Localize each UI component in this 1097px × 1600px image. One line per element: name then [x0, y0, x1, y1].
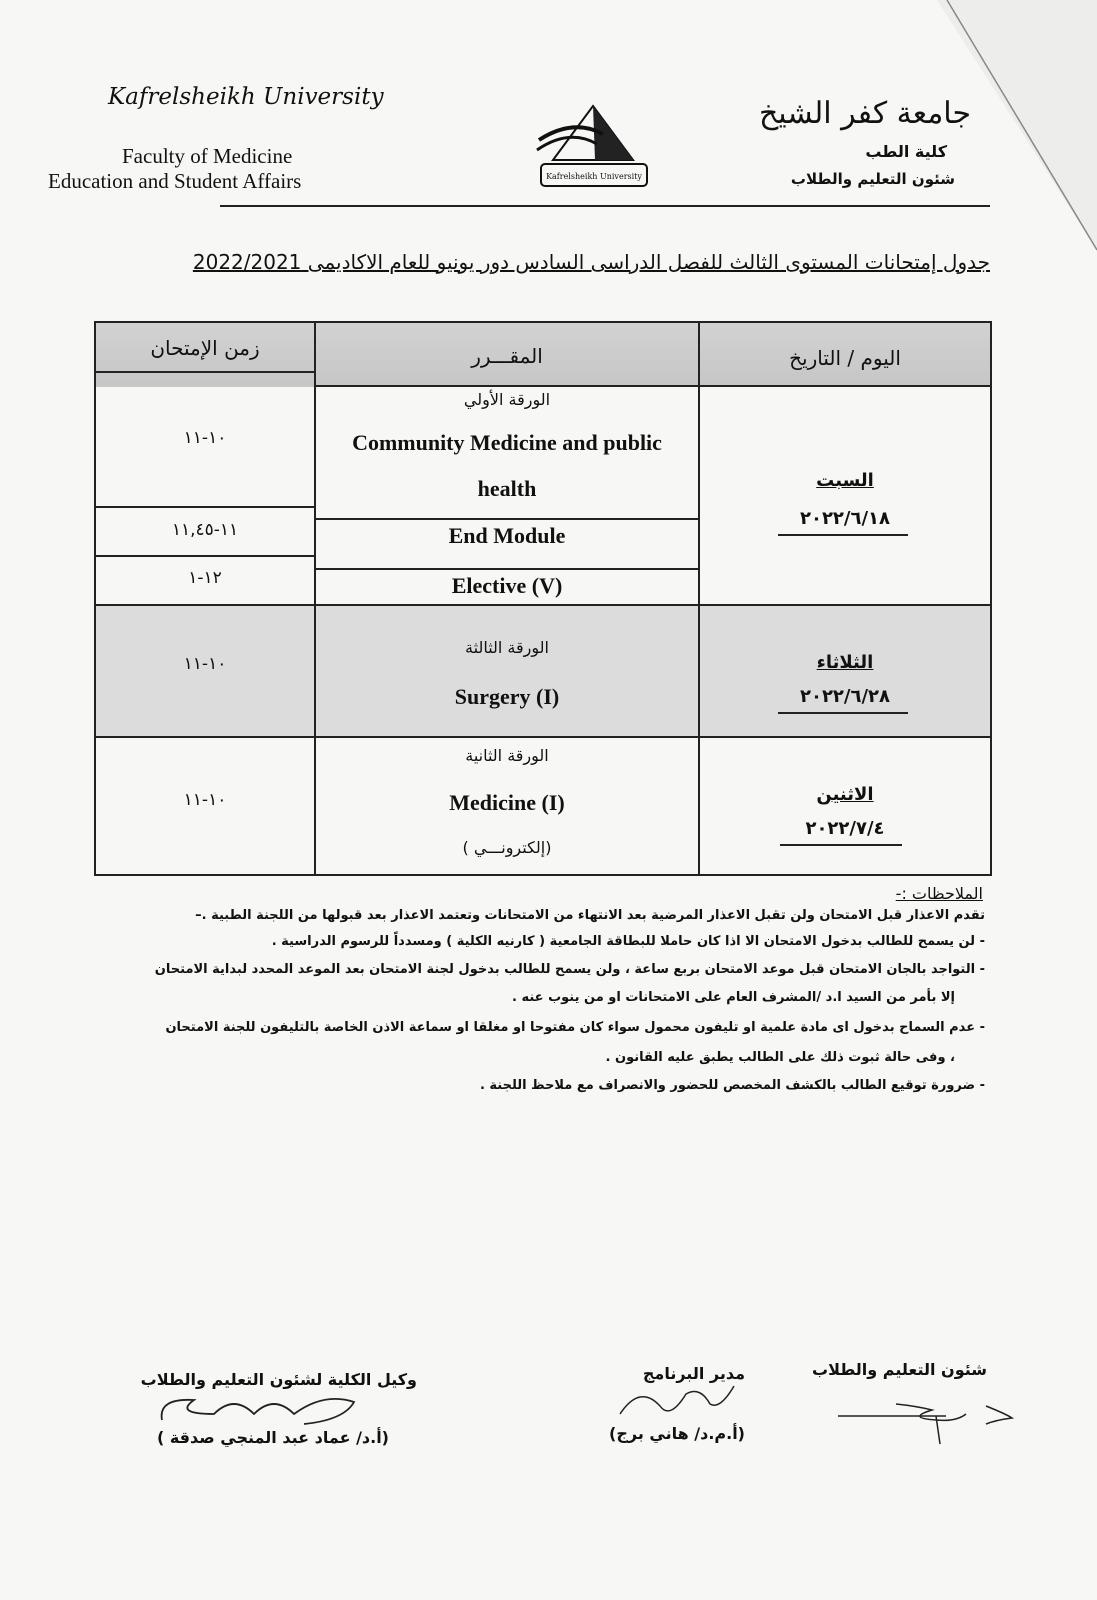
signature-program-director-name: (أ.م.د/ هاني برج): [609, 1424, 745, 1443]
row1-sub1-time: ١١-١١,٤٥: [171, 520, 239, 540]
row3-course: Medicine (I): [449, 790, 565, 815]
university-name-en: Kafrelsheikh University: [108, 84, 384, 110]
header-divider: [220, 205, 990, 207]
header-time: زمن الإمتحان: [150, 336, 260, 360]
row3-date: ٢٠٢٢/٧/٤: [805, 818, 885, 839]
row1-course-line2: health: [477, 476, 537, 501]
signature-vice-dean-scribble: [154, 1384, 374, 1432]
note-line-4: إلا بأمر من السيد ا.د /المشرف العام على الامتحانات او من ينوب عنه .: [512, 990, 955, 1005]
row2-date: ٢٠٢٢/٦/٢٨: [799, 686, 891, 707]
note-line-6: ، وفى حالة ثبوت ذلك على الطالب يطبق عليه القانون .: [605, 1050, 955, 1065]
row3-day: الاثنين: [816, 784, 874, 805]
note-line-1: تقدم الاعذار قبل الامتحان ولن تقبل الاعذار المرضية بعد الانتهاء من الامتحانات وتعتمد الاعذار بعد قبولها من اللجنة الطبية .–: [195, 908, 985, 923]
signature-vice-dean-title: وكيل الكلية لشئون التعليم والطلاب: [140, 1370, 417, 1389]
row2-course: Surgery (I): [454, 684, 560, 709]
faculty-name-en: Faculty of Medicine: [122, 144, 293, 168]
signature-program-director-scribble: [610, 1380, 740, 1424]
note-line-2: - لن يسمح للطالب بدخول الامتحان الا اذا كان حاملا للبطاقة الجامعية ( كارنيه الكلية ) ومسدداً للرسوم الدراسية .: [271, 934, 985, 949]
row1-date: ٢٠٢٢/٦/١٨: [799, 508, 891, 529]
row2-paper: الورقة الثالثة: [465, 638, 549, 657]
signature-program-director-title: مدير البرنامج: [642, 1364, 745, 1383]
university-logo: [533, 100, 653, 192]
university-name-ar: جامعة كفر الشيخ: [758, 96, 971, 131]
row2-date-underline: [778, 712, 908, 714]
affairs-name-ar: شئون التعليم والطلاب: [790, 170, 955, 188]
row1-sub2-time: ١٢-١: [188, 568, 222, 588]
note-line-5: - عدم السماح بدخول اى مادة علمية او تليفون محمول سواء كان مفتوحا او مغلقا او سماعة الاذن الخاصة بالتليفون للجنة الامتحان: [165, 1020, 985, 1035]
row1-course-line1: Community Medicine and public: [352, 430, 662, 455]
row1-sub1-course: End Module: [448, 523, 566, 548]
logo-caption: Kafrelsheikh University: [546, 172, 642, 181]
row2-day: الثلاثاء: [816, 652, 874, 673]
row3-time: ١٠-١١: [183, 790, 227, 810]
row1-time: ١٠-١١: [183, 428, 227, 448]
row1-paper: الورقة الأولي: [463, 390, 551, 409]
signature-affairs-scribble: [836, 1396, 1016, 1446]
header-day-date: اليوم / التاريخ: [789, 346, 901, 370]
row1-day: السبت: [816, 470, 874, 491]
row3-note: (إلكترونـــي ): [462, 838, 552, 857]
faculty-name-ar: كلية الطب: [865, 142, 947, 161]
row2-time: ١٠-١١: [183, 654, 227, 674]
header-course: المقـــرر: [471, 344, 543, 368]
signature-vice-dean-name: (أ.د/ عماد عبد المنجي صدقة ): [156, 1428, 389, 1447]
row3-paper: الورقة الثانية: [465, 746, 549, 765]
row1-date-underline: [778, 534, 908, 536]
row3-date-underline: [780, 844, 902, 846]
notes-title: الملاحظات :-: [895, 884, 983, 903]
affairs-name-en: Education and Student Affairs: [48, 169, 302, 193]
signature-affairs-title: شئون التعليم والطلاب: [811, 1360, 987, 1379]
page-title: جدول إمتحانات المستوى الثالث للفصل الدراسى السادس دور يونيو للعام الاكاديمى 2022/2021: [192, 250, 990, 274]
note-line-7: - ضرورة توقيع الطالب بالكشف المخصص للحضور والانصراف مع ملاحظ اللجنة .: [479, 1078, 985, 1093]
row1-sub2-course: Elective (V): [451, 573, 563, 598]
note-line-3: - التواجد بالجان الامتحان قبل موعد الامتحان بربع ساعة ، ولن يسمح للطالب بدخول لجنة الامتحان بعد الموعد المحدد لبداية الامتحان: [154, 962, 985, 977]
